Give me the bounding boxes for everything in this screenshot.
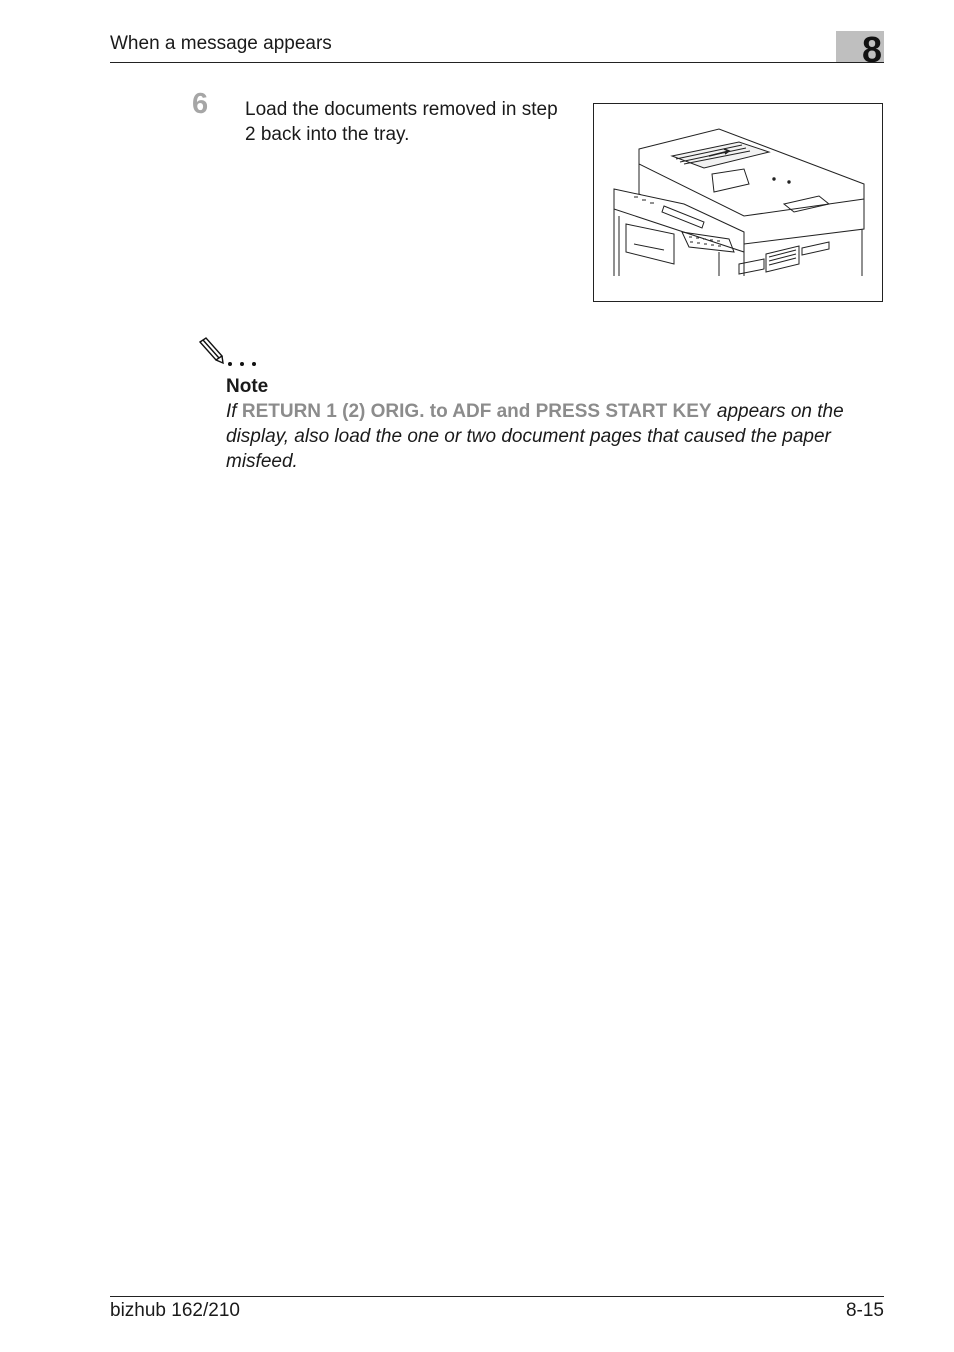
pencil-note-icon	[196, 336, 264, 368]
note-suffix: appears on the display, also load the one or two document pages that caused the paper misfeed.	[226, 401, 844, 472]
note-prefix: If	[226, 401, 242, 422]
step-instruction: Load the documents removed in step 2 back into the tray.	[245, 99, 558, 145]
product-name: bizhub 162/210	[110, 1300, 240, 1321]
note-body	[226, 399, 886, 474]
step-number: 6	[192, 88, 209, 120]
copier-adf-icon	[594, 104, 882, 301]
note-heading: Note	[226, 376, 269, 397]
chapter-tab	[836, 29, 884, 70]
chapter-number: 8	[861, 29, 882, 70]
page-number: 8-15	[845, 1300, 884, 1321]
copier-illustration-frame	[593, 103, 883, 302]
display-message: RETURN 1 (2) ORIG. to ADF and PRESS START KEY	[241, 401, 712, 422]
footer-divider	[110, 1296, 884, 1297]
header-divider	[110, 62, 884, 63]
section-title: When a message appears	[110, 33, 332, 54]
